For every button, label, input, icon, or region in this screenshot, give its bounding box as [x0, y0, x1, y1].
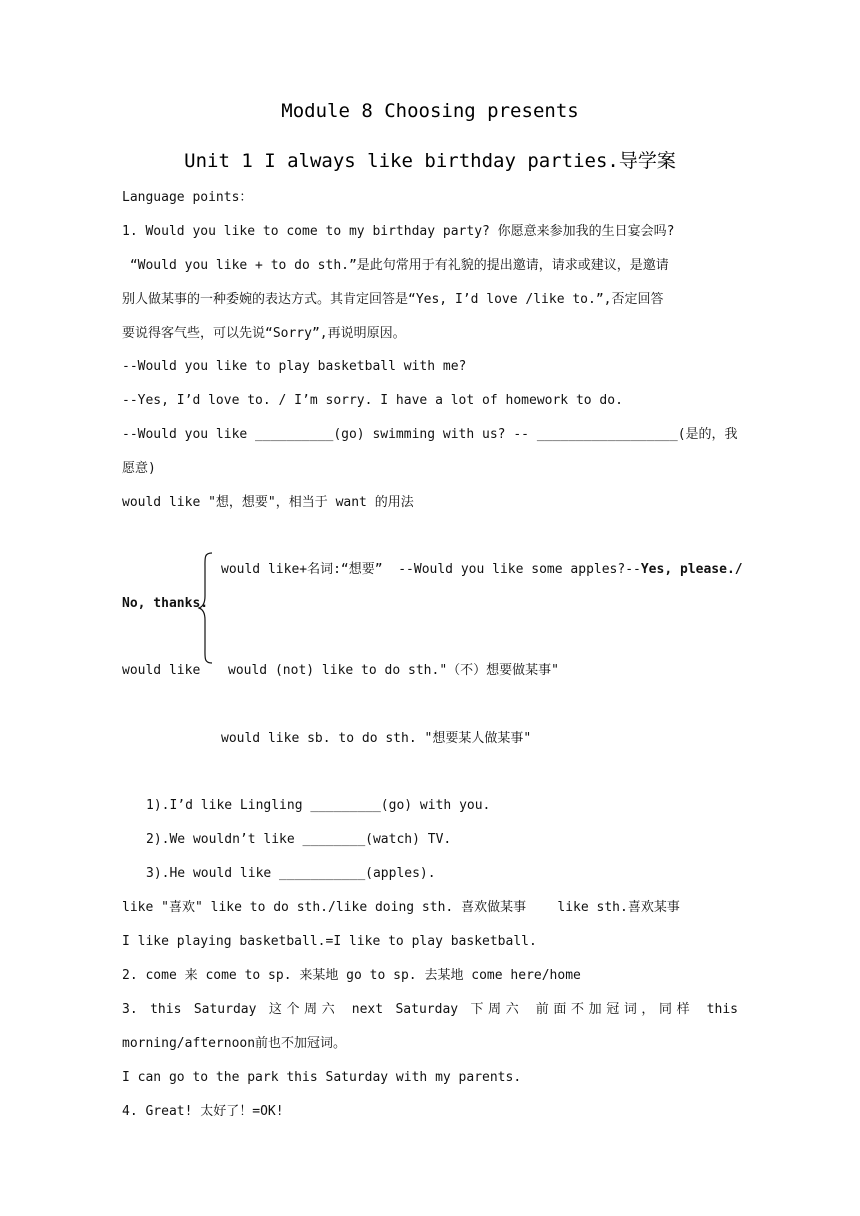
point-3-line-1: 3. this Saturday 这个周六 next Saturday 下周六 前面不加冠词，同样 this [122, 1002, 738, 1017]
point-2: 2. come 来 come to sp. 来某地 go to sp. 去某地 come here/home [122, 968, 581, 983]
fill-in-exercise-line-1: --Would you like __________(go) swimming with us? -- __________________(是的，我 [122, 427, 738, 442]
exercise-3: 3).He would like ___________(apples). [146, 866, 436, 881]
exercise-1: 1).I’d like Lingling _________(go) with you. [146, 798, 491, 813]
exercise-2: 2).We wouldn’t like ________(watch) TV. [146, 832, 452, 847]
example-question: --Would you like to play basketball with me? [122, 359, 467, 374]
point-3-example: I can go to the park this Saturday with my parents. [122, 1070, 522, 1085]
like-example: I like playing basketball.=I like to play basketball. [122, 934, 537, 949]
would-like-noun-rule [221, 561, 743, 579]
point-4: 4. Great! 太好了！=OK! [122, 1104, 284, 1119]
curly-brace-icon [198, 552, 214, 664]
unit-title: Unit 1 I always like birthday parties.导学案 [184, 150, 676, 172]
point-1-explain-line-3: 要说得客气些，可以先说“Sorry”,再说明原因。 [122, 326, 406, 341]
fill-in-exercise-line-2: 愿意) [122, 461, 156, 476]
point-1-explain-line-2: 别人做某事的一种委婉的表达方式。其肯定回答是“Yes, I’d love /like to.”,否定回答 [122, 292, 664, 307]
would-like-noun-answer: Yes, please./ [640, 562, 743, 577]
would-like-no-thanks: No, thanks. [122, 596, 209, 611]
module-title: Module 8 Choosing presents [281, 100, 579, 122]
would-like-to-do-rule: would (not) like to do sth."（不）想要做某事" [228, 663, 559, 678]
would-like-heading: would like "想，想要"，相当于 want 的用法 [122, 495, 414, 510]
point-3-line-2: morning/afternoon前也不加冠词。 [122, 1036, 347, 1051]
point-1: 1. Would you like to come to my birthday party? 你愿意来参加我的生日宴会吗? [122, 224, 675, 239]
point-1-explain-line-1: “Would you like + to do sth.”是此句常用于有礼貌的提出邀请，请求或建议，是邀请 [122, 258, 669, 273]
would-like-label: would like [122, 663, 201, 678]
example-answer: --Yes, I’d love to. / I’m sorry. I have a lot of homework to do. [122, 393, 623, 408]
like-rule: like "喜欢" like to do sth./like doing sth. 喜欢做某事 like sth.喜欢某事 [122, 900, 680, 915]
would-like-sb-to-do-rule: would like sb. to do sth. "想要某人做某事" [221, 731, 532, 746]
would-like-noun-text: would like+名词:“想要” --Would you like some apples?-- [221, 562, 641, 577]
language-points-label: Language points： [122, 190, 253, 205]
